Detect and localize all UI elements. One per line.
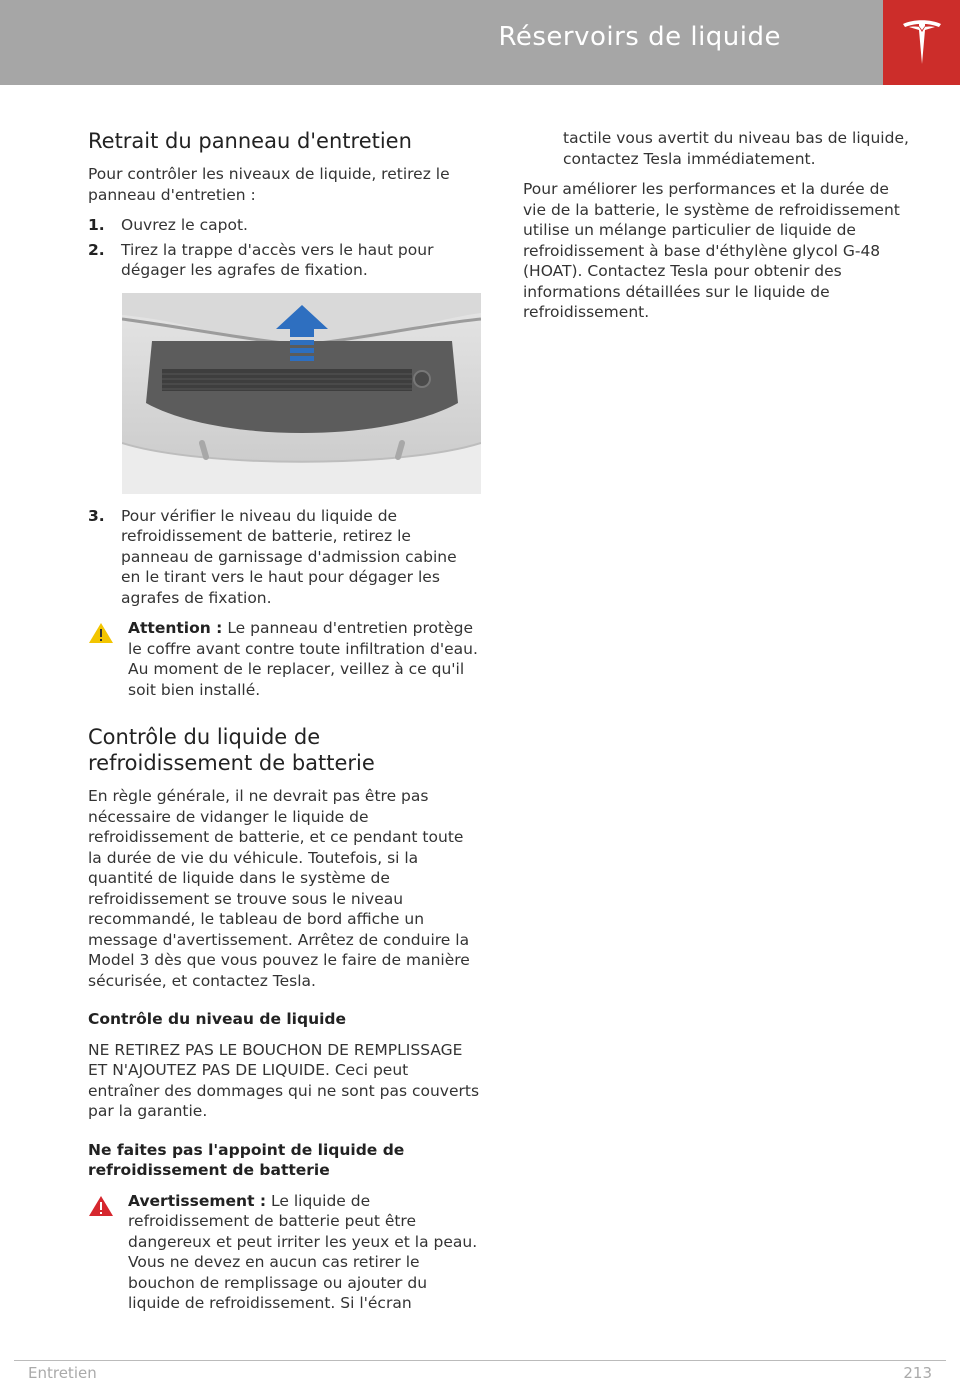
subheading-no-top-up: Ne faites pas l'appoint de liquide de refroidissement de batterie [88, 1140, 405, 1179]
caution-label: Attention : [128, 619, 223, 637]
service-panel-illustration [122, 293, 481, 494]
step-item [88, 506, 480, 609]
warning-triangle-icon [88, 1191, 128, 1314]
step-text: Tirez la trappe d'accès vers le haut pour dégager les agrafes de fixation. [121, 240, 434, 279]
step-number: 3. [88, 506, 105, 525]
step-item [88, 215, 480, 236]
left-column [88, 128, 480, 1328]
step-item [88, 240, 480, 281]
page-title: Réservoirs de liquide [498, 22, 781, 52]
page-number: 213 [903, 1364, 932, 1382]
caution-text: Le panneau d'entretien protège le coffre avant contre toute infiltration d'eau. Au moment de le replacer, veillez à ce qu'il soit bien installé. [128, 619, 478, 699]
step-number: 1. [88, 216, 105, 234]
coolant-paragraph: En règle générale, il ne devrait pas être pas nécessaire de vidanger le liquide de refroidissement de batterie, et ce pendant toute la durée de vie du véhicule. Toutefois, si la quantité de liquide dans le système de refroidissement se trouve sous le niveau recommandé, le tableau de bord affiche un message d'avertissement. Arrêtez de conduire la Model 3 dès que vous pouvez le faire de manière sécurisée, et contactez Tesla. [88, 787, 470, 990]
warning-text: Le liquide de refroidissement de batterie peut être dangereux et peut irriter les yeux et la peau. Vous ne devez en aucun cas retirer le bouchon de remplissage ou ajouter du liquide de refroidissement. Si l'écran [128, 1191, 478, 1312]
coolant-info-paragraph: Pour améliorer les performances et la durée de vie de la batterie, le système de refroidissement utilise un mélange particulier de liquide de refroidissement à base d'éthylène glycol G-48 (HOAT). Contactez Tesla pour obtenir des informations détaillées sur le liquide de refroidissement. [523, 180, 900, 321]
warning-label: Avertissement : [128, 1191, 267, 1210]
section-heading-service-panel: Retrait du panneau d'entretien [88, 129, 412, 153]
brand-logo [883, 0, 960, 85]
step-number: 2. [88, 240, 105, 259]
footer-divider [14, 1360, 946, 1361]
right-column [523, 128, 911, 333]
footer-section: Entretien [28, 1364, 97, 1382]
tesla-logo-icon [901, 18, 943, 66]
intro-text: Pour contrôler les niveaux de liquide, retirez le panneau d'entretien : [88, 165, 450, 204]
header-bar [0, 0, 883, 85]
subheading-fluid-level: Contrôle du niveau de liquide [88, 1010, 347, 1028]
step-text: Ouvrez le capot. [121, 216, 248, 234]
warning-continuation: tactile vous avertit du niveau bas de liquide, contactez Tesla immédiatement. [563, 129, 909, 168]
step-text: Pour vérifier le niveau du liquide de refroidissement de batterie, retirez le panneau de garnissage d'admission cabine en le tirant vers le haut pour dégager les agrafes de fixation. [121, 506, 457, 607]
caution-triangle-icon [88, 618, 128, 700]
fluid-level-paragraph: NE RETIREZ PAS LE BOUCHON DE REMPLISSAGE ET N'AJOUTEZ PAS DE LIQUIDE. Ceci peut entraîner des dommages qui ne sont pas couverts par la garantie. [88, 1040, 480, 1120]
section-heading-coolant-check: Contrôle du liquide de refroidissement de batterie [88, 725, 375, 775]
caution-callout [88, 618, 480, 700]
warning-callout [88, 1191, 480, 1314]
